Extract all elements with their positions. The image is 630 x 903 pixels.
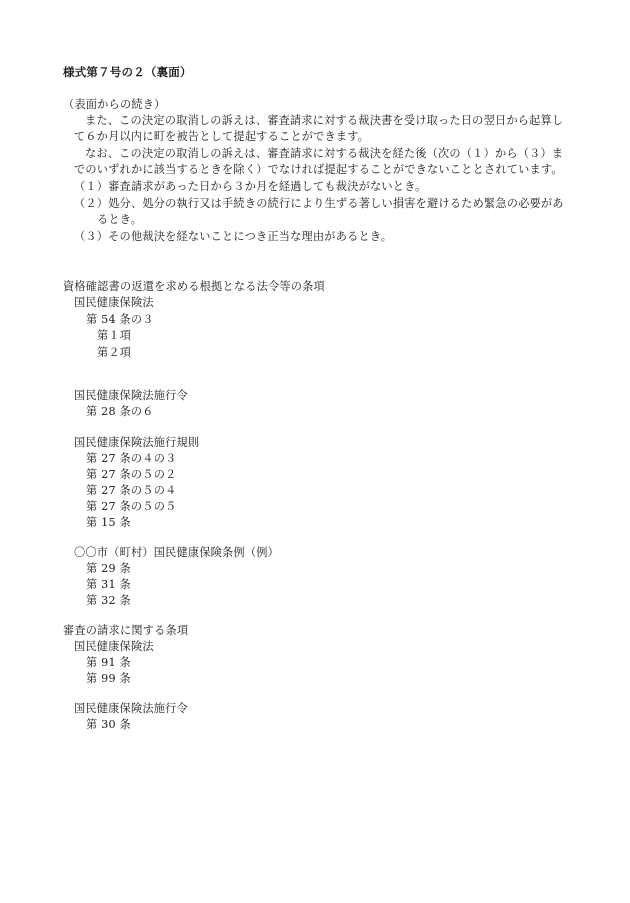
section-1-law-3-article-3: 第 27 条の５の４: [86, 484, 177, 497]
condition-1: （１）審査請求があった日から３か月を経過しても裁決がないとき。: [74, 180, 427, 193]
section-1-law-4-article-2: 第 31 条: [86, 578, 131, 591]
section-1-law-3-article-1: 第 27 条の４の３: [86, 452, 177, 465]
condition-2-line-2: るとき。: [97, 213, 143, 226]
section-2-heading: 審査の請求に関する条項: [63, 624, 189, 637]
section-2-law-1-article-1: 第 91 条: [86, 656, 131, 669]
paragraph-1-line-2: て６か月以内に町を被告として提起することができます。: [74, 130, 370, 143]
section-1-law-2: 国民健康保険法施行令: [74, 389, 188, 402]
section-2-law-2: 国民健康保険法施行令: [74, 702, 188, 715]
section-1-law-3-article-2: 第 27 条の５の２: [86, 468, 177, 481]
section-1-law-4: 〇〇市（町村）国民健康保険条例（例）: [74, 546, 279, 559]
section-1-heading: 資格確認書の返還を求める根拠となる法令等の条項: [63, 280, 325, 293]
section-2-law-2-article-1: 第 30 条: [86, 718, 131, 731]
paragraph-1-line-1: また、この決定の取消しの訴えは、審査請求に対する裁決書を受け取った日の翌日から起算し: [85, 114, 564, 127]
section-1-law-3-article-5: 第 15 条: [86, 516, 131, 529]
section-1-law-1: 国民健康保険法: [74, 296, 154, 309]
condition-3: （３）その他裁決を経ないことにつき正当な理由があるとき。: [74, 230, 393, 243]
section-2-law-1-article-2: 第 99 条: [86, 672, 131, 685]
form-title: 様式第７号の２（裏面）: [63, 65, 192, 79]
section-1-law-4-article-1: 第 29 条: [86, 562, 131, 575]
paragraph-2-line-2: でのいずれかに該当するときを除く）でなければ提起することができないこととされています。: [74, 163, 563, 176]
continuation-note: （表面からの続き）: [63, 98, 166, 111]
section-1-law-1-paragraph-1: 第１項: [97, 329, 132, 342]
paragraph-2-line-1: なお、この決定の取消しの訴えは、審査請求に対する裁決を経た後（次の（１）から（３）ま: [85, 147, 564, 160]
condition-2-line-1: （２）処分、処分の執行又は手続きの続行により生ずる著しい損害を避けるため緊急の必要があ: [74, 197, 564, 210]
section-1-law-3: 国民健康保険法施行規則: [74, 436, 200, 449]
section-1-law-4-article-3: 第 32 条: [86, 594, 131, 607]
section-1-law-1-article-1: 第 54 条の３: [86, 313, 154, 326]
section-2-law-1: 国民健康保険法: [74, 640, 154, 653]
section-1-law-3-article-4: 第 27 条の５の５: [86, 500, 177, 513]
section-1-law-1-paragraph-2: 第２項: [97, 346, 132, 359]
section-1-law-2-article-1: 第 28 条の６: [86, 405, 154, 418]
